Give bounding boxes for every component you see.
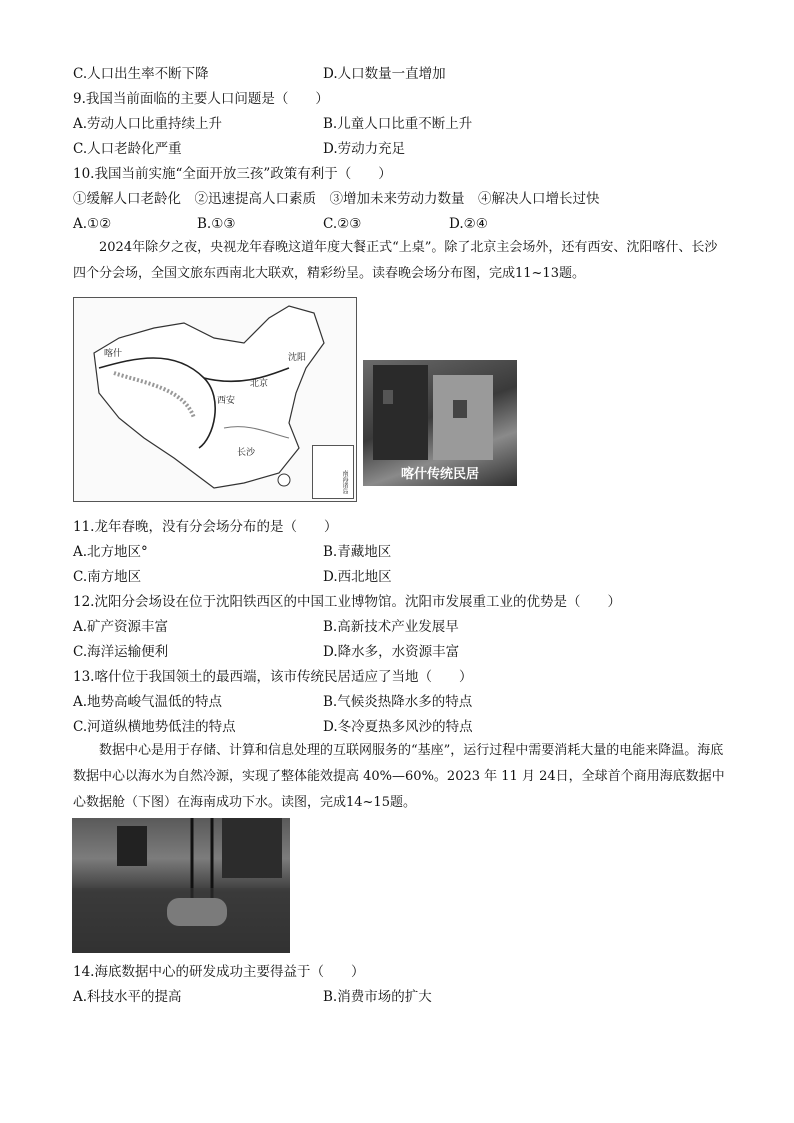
q13-option-c: C.河道纵横地势低洼的特点 [73,719,236,735]
undersea-data-center-photo [72,818,290,953]
south-china-sea-inset [312,445,354,499]
q14-stem: 14.海底数据中心的研发成功主要得益于（ ） [73,964,365,980]
q9-stem: 9.我国当前面临的主要人口问题是（ ） [73,91,329,107]
map-label-kashi: 喀什 [104,349,123,359]
q12-option-c: C.海洋运输便利 [73,644,169,660]
q10-stem: 10.我国当前实施“全面开放三孩”政策有利于（ ） [73,166,392,182]
map-label-xian: 西安 [217,396,236,406]
q9-option-c: C.人口老龄化严重 [73,141,182,157]
q13-stem: 13.喀什位于我国领土的最西端，该市传统民居适应了当地（ ） [73,669,473,685]
q13-option-b: B.气候炎热降水多的特点 [323,694,473,710]
q14-option-b: B.消费市场的扩大 [323,989,432,1005]
q11-option-d: D.西北地区 [323,569,392,585]
q14-option-a: A.科技水平的提高 [73,989,182,1005]
q9-option-a: A.劳动人口比重持续上升 [73,116,223,132]
q11-option-c: C.南方地区 [73,569,142,585]
passage-data-center: 数据中心是用于存储、计算和信息处理的互联网服务的“基座”，运行过程中需要消耗大量的电能来降温。海底数据中心以海水为自然冷源，实现了整体能效提高 40%—60%。2023 年 11 月 24日，全球首个商用海底数据中心数据舱（下图）在海南成功下水。读图，完成14~15题。 [73,743,725,810]
map-label-changsha: 长沙 [237,448,256,458]
q12-stem: 12.沈阳分会场设在位于沈阳铁西区的中国工业博物馆。沈阳市发展重工业的优势是（ ） [73,594,621,610]
inset-label: 南海诸岛 [341,470,348,494]
q13-option-a: A.地势高峻气温低的特点 [73,694,223,710]
q10-option-a: A.①② [73,216,112,232]
q10-items: ①缓解人口老龄化 ②迅速提高人口素质 ③增加未来劳动力数量 ④解决人口增长过快 [73,191,600,207]
map-label-shenyang: 沈阳 [288,353,307,363]
q11-option-b: B.青藏地区 [323,544,392,560]
kashi-dwelling-photo [363,360,517,486]
q12-option-b: B.高新技术产业发展早 [323,619,459,635]
q12-option-d: D.降水多，水资源丰富 [323,644,460,660]
q10-option-c: C.②③ [323,216,362,232]
q9-option-d: D.劳动力充足 [323,141,406,157]
q8-option-c: C.人口出生率不断下降 [73,66,209,82]
q13-option-d: D.冬冷夏热多风沙的特点 [323,719,473,735]
passage-spring-gala: 2024年除夕之夜，央视龙年春晚这道年度大餐正式“上桌”。除了北京主会场外，还有西安、沈阳喀什、长沙四个分会场，全国文旅东西南北大联欢，精彩纷呈。读春晚会场分布图，完成11~13题。 [73,240,718,281]
q12-option-a: A.矿产资源丰富 [73,619,169,635]
photo-caption: 喀什传统民居 [400,467,479,482]
data-capsule-illustration [72,818,290,953]
q10-option-b: B.①③ [197,216,236,232]
q9-option-b: B.儿童人口比重不断上升 [323,116,473,132]
q11-option-a: A.北方地区° [73,544,148,560]
q8-option-d: D.人口数量一直增加 [323,66,446,82]
map-label-beijing: 北京 [250,379,269,389]
q10-option-d: D.②④ [449,216,488,232]
venue-distribution-map [73,297,357,502]
q11-stem: 11.龙年春晚，没有分会场分布的是（ ） [73,519,338,535]
